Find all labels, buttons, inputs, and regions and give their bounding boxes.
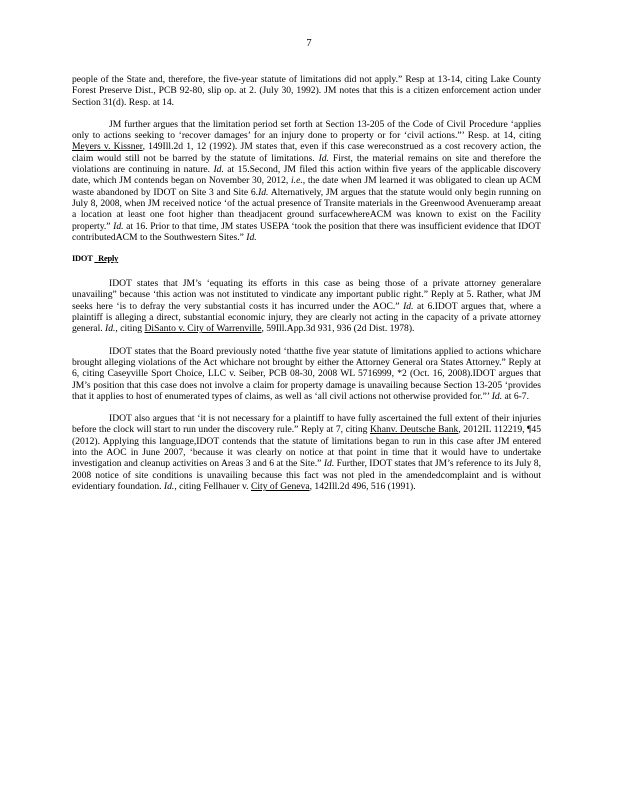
text-run: IDOT states that JM’s ‘equating its efforts in this case as being those of a private attorney generalare unavailing” because ‘this action was not instituted to vindicate any important public right.” Reply at 5. Rather, what JM seeks here ‘is to defray the very substantial costs it has incurred under the AOC.”: [72, 278, 541, 312]
paragraph-idot-five-year-statute: [72, 346, 541, 402]
text-run: at 6-7.: [502, 390, 530, 402]
id-citation: Id.: [318, 152, 329, 164]
text-run: at 6.IDOT argues that, where a plaintiff is alleging a direct, substantial economic injury, they are clearly not acting in the capacity of a private attorney general.: [72, 300, 541, 335]
text-run: people of the State and, therefore, the five-year statute of limitations did not apply.” Resp at 13-14, citing Lake County Forest Preserve Dist., PCB 92-80, slip op. at 2. (July 30, 1992). JM notes that this is a citizen enforcement action under Section 31(d). Resp. at 14.: [72, 74, 541, 108]
paragraph-response-summary: [72, 74, 541, 108]
id-citation: Id.: [105, 323, 116, 335]
paragraph-idot-private-attorney-general: [72, 278, 541, 334]
text-run: Further, IDOT states that JM’s reference to its July 8, 2008 notice of site conditions is unavailing because this fact was not pled in the amendedcomplaint and is without evidentiary foundation.: [72, 458, 541, 492]
paragraph-idot-discovery-rule: [72, 413, 541, 492]
case-citation: DiSanto v. City of Warrenville: [144, 323, 262, 335]
page-number: 7: [306, 38, 312, 49]
section-heading-idot-reply: [72, 254, 541, 263]
text-run: IDOT also argues that ‘it is not necessary for a plaintiff to have fully ascertained the full extent of their injuries before the clock will start to run under the discovery rule.” Reply at 7, citing: [72, 413, 541, 436]
text-run: , 2012IL 112219, ¶45 (2012). Applying this language,IDOT contends that the statute of limitations began to run in this case after JM entered into the AOC in June 2007, ‘because it was clearly on notice at that point in time that it would have to undertake investigation and cleanup activities on Areas 3 and 6 at the Site.”: [72, 424, 542, 470]
text-run: at 16. Prior to that time, JM states USEPA ‘took the position that there was insufficient evidence that IDOT contributedACM to the Southwestern Sites.”: [72, 220, 541, 243]
case-citation: City of Geneva: [250, 480, 310, 492]
id-citation: Id.: [258, 186, 269, 198]
id-citation: i.e.: [291, 175, 303, 187]
text-run: Alternatively, JM argues that the statute would only begin running on July 8, 2008, when JM received notice ‘of the actual presence of Transite materials in the Greenwood Avenueramp areaat a location at least one foot higher than theadjacent ground surfacewhereACM was known to exist on the Facility property.”: [72, 186, 541, 232]
id-citation: Id.: [113, 220, 124, 232]
text-run: , citing Fellhauer v.: [174, 480, 251, 492]
paragraph-jm-limitation-argument: [72, 119, 541, 243]
id-citation: Id.: [213, 164, 224, 176]
text-run: , the date when JM learned it was obligated to clean up ACM waste abandoned by IDOT on Site 3 and Site 6.: [72, 175, 541, 198]
text-run: , 142Ill.2d 496, 516 (1991).: [309, 480, 416, 492]
text-run: , citing: [115, 323, 145, 335]
text-run: , 59Ill.App.3d 931, 936 (2d Dist. 1978).: [261, 323, 415, 335]
section-heading-reply: Reply: [98, 254, 119, 264]
id-citation: Id.: [246, 231, 257, 243]
section-heading-label: IDOT: [72, 254, 93, 264]
id-citation: Id.: [491, 390, 503, 402]
text-run: at 15.Second, JM filed this action within five years of the applicable discovery date, which JM contends began on November 30, 2012,: [72, 164, 541, 187]
id-citation: Id.: [163, 480, 175, 492]
id-citation: Id.: [403, 300, 414, 312]
text-run: , 149Ill.2d 1, 12 (1992). JM states that, even if this case wereconstrued as a cost recovery action, the claim would still not be barred by the statute of limitations.: [72, 141, 541, 164]
id-citation: Id.: [323, 458, 335, 470]
text-run: First, the material remains on site and therefore the violations are continuing in nature.: [72, 152, 541, 176]
case-citation: Meyers v. Kissner: [72, 141, 143, 153]
text-run: JM further argues that the limitation period set forth at Section 13-205 of the Code of Civil Procedure ‘applies only to actions seeking to ‘recover damages’ for an injury done to property or for ‘civil actions.”’ Resp. at 14, citing: [72, 118, 541, 142]
text-run: IDOT states that the Board previously noted ‘thatthe five year statute of limitations applied to actions whichare brought alleging violations of the Act whichare not brought by either the Attorney General ora States Attorney.” Reply at 6, citing Caseyville Sport Choice, LLC v. Seiber, PCB 08-30, 2008 WL 5716999, *2 (Oct. 16, 2008).IDOT argues that JM’s position that this case does not involve a claim for property damage is unavailing because Section 13-205 ‘provides that it applies to host of enumerated types of claims, as well as ‘all civil actions not otherwise provided for.”’: [72, 345, 541, 402]
document-body: [72, 74, 541, 492]
case-citation: Khanv. Deutsche Bank: [369, 424, 459, 436]
